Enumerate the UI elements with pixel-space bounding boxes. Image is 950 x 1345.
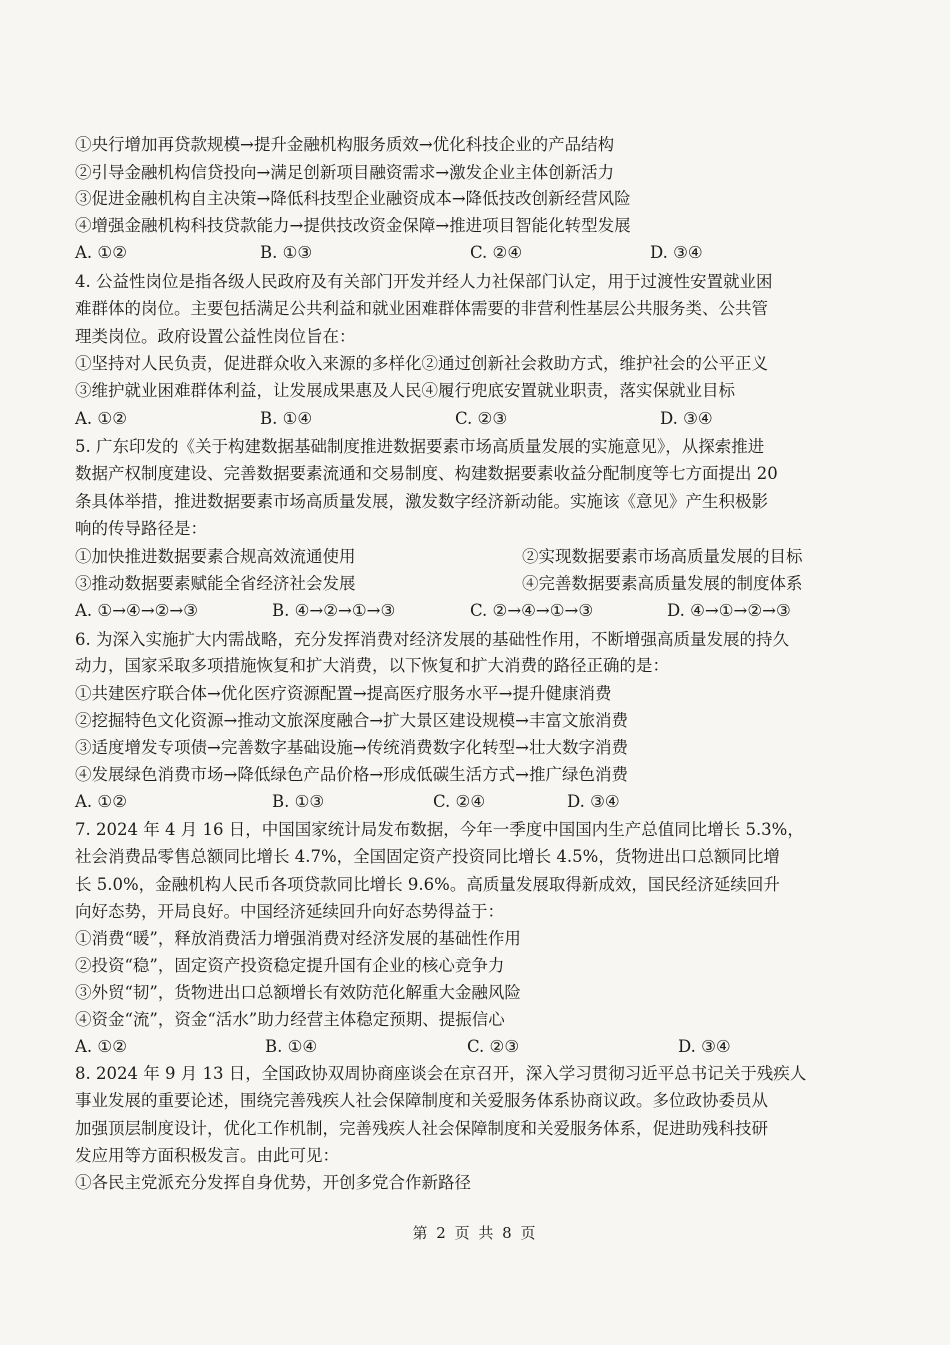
- q5-item-2: ②实现数据要素市场高质量发展的目标: [522, 547, 803, 566]
- q3-item-2: ②引导金融机构信贷投向→满足创新项目融资需求→激发企业主体创新活力: [75, 163, 615, 182]
- q8-stem-4: 发应用等方面积极发言。由此可见：: [75, 1146, 339, 1165]
- q4-stem-3: 理类岗位。政府设置公益性岗位旨在：: [75, 327, 356, 346]
- q4-item-1: ①坚持对人民负责，促进群众收入来源的多样化②通过创新社会救助方式，维护社会的公平正义: [75, 354, 768, 373]
- q5-item-3: ③推动数据要素赋能全省经济社会发展: [75, 574, 356, 593]
- q8-stem-1: 8. 2024 年 9 月 13 日，全国政协双周协商座谈会在京召开，深入学习贯彻习近平总书记关于残疾人: [75, 1064, 807, 1083]
- q4-stem-1: 4. 公益性岗位是指各级人民政府及有关部门开发并经人力社保部门认定，用于过渡性安置就业困: [75, 272, 773, 291]
- q3-item-4: ④增强金融机构科技贷款能力→提供技改资金保障→推进项目智能化转型发展: [75, 216, 631, 235]
- q5-stem-4: 响的传导路径是：: [75, 519, 207, 538]
- q5-item-1: ①加快推进数据要素合规高效流通使用: [75, 547, 356, 566]
- q4-option-a: A. ①②: [75, 409, 127, 428]
- q5-stem-2: 数据产权制度建设、完善数据要素流通和交易制度、构建数据要素收益分配制度等七方面提出 20: [75, 464, 778, 483]
- q6-option-d: D. ③④: [567, 792, 620, 811]
- q7-item-3: ③外贸“韧”，货物进出口总额增长有效防范化解重大金融风险: [75, 983, 521, 1002]
- page-footer: 第 2 页 共 8 页: [412, 1224, 538, 1242]
- q5-option-b: B. ④→②→①→③: [272, 601, 396, 620]
- q7-stem-2: 社会消费品零售总额同比增长 4.7%，全国固定资产投资同比增长 4.5%，货物进出口总额同比增: [75, 847, 780, 866]
- q4-option-d: D. ③④: [660, 409, 713, 428]
- q3-option-a: A. ①②: [75, 243, 127, 262]
- q4-stem-2: 难群体的岗位。主要包括满足公共利益和就业困难群体需要的非营利性基层公共服务类、公共管: [75, 299, 768, 318]
- q6-option-c: C. ②④: [433, 792, 486, 811]
- q4-option-b: B. ①④: [260, 409, 313, 428]
- q8-stem-3: 加强顶层制度设计，优化工作机制，完善残疾人社会保障制度和关爱服务体系，促进助残科技研: [75, 1119, 768, 1138]
- q5-option-d: D. ④→①→②→③: [667, 601, 791, 620]
- q7-option-d: D. ③④: [678, 1037, 731, 1056]
- q8-stem-2: 事业发展的重要论述，围绕完善残疾人社会保障制度和关爱服务体系协商议政。多位政协委员从: [75, 1091, 768, 1110]
- q6-item-1: ①共建医疗联合体→优化医疗资源配置→提高医疗服务水平→提升健康消费: [75, 684, 612, 703]
- q7-item-1: ①消费“暖”，释放消费活力增强消费对经济发展的基础性作用: [75, 929, 521, 948]
- q3-option-b: B. ①③: [260, 243, 313, 262]
- q6-stem-2: 动力，国家采取多项措施恢复和扩大消费，以下恢复和扩大消费的路径正确的是：: [75, 656, 669, 675]
- q6-item-3: ③适度增发专项债→完善数字基础设施→传统消费数字化转型→壮大数字消费: [75, 738, 628, 757]
- q7-stem-3: 长 5.0%，金融机构人民币各项贷款同比增长 9.6%。高质量发展取得新成效，国民经济延续回升: [75, 875, 780, 894]
- q3-item-3: ③促进金融机构自主决策→降低科技型企业融资成本→降低技改创新经营风险: [75, 189, 631, 208]
- q6-stem-1: 6. 为深入实施扩大内需战略，充分发挥消费对经济发展的基础性作用，不断增强高质量发展的持久: [75, 630, 789, 649]
- q7-option-a: A. ①②: [75, 1037, 127, 1056]
- q5-stem-3: 条具体举措，推进数据要素市场高质量发展，激发数字经济新动能。实施该《意见》产生积极影: [75, 492, 768, 511]
- q6-item-4: ④发展绿色消费市场→降低绿色产品价格→形成低碳生活方式→推广绿色消费: [75, 765, 628, 784]
- q5-option-c: C. ②→④→①→③: [470, 601, 594, 620]
- q7-stem-4: 向好态势，开局良好。中国经济延续回升向好态势得益于：: [75, 902, 504, 921]
- q3-item-1: ①央行增加再贷款规模→提升金融机构服务质效→优化科技企业的产品结构: [75, 135, 615, 154]
- q7-item-4: ④资金“流”，资金“活水”助力经营主体稳定预期、提振信心: [75, 1010, 505, 1029]
- q6-option-a: A. ①②: [75, 792, 127, 811]
- q3-option-c: C. ②④: [470, 243, 523, 262]
- q6-option-b: B. ①③: [272, 792, 325, 811]
- q7-stem-1: 7. 2024 年 4 月 16 日，中国国家统计局发布数据，今年一季度中国国内生产总值同比增长 5.3%，: [75, 820, 804, 839]
- q5-item-4: ④完善数据要素高质量发展的制度体系: [522, 574, 803, 593]
- q7-option-c: C. ②③: [467, 1037, 520, 1056]
- q5-stem-1: 5. 广东印发的《关于构建数据基础制度推进数据要素市场高质量发展的实施意见》，从探索推进: [75, 437, 765, 456]
- q6-item-2: ②挖掘特色文化资源→推动文旅深度融合→扩大景区建设规模→丰富文旅消费: [75, 711, 628, 730]
- q3-option-d: D. ③④: [650, 243, 703, 262]
- q7-option-b: B. ①④: [265, 1037, 318, 1056]
- q8-item-1: ①各民主党派充分发挥自身优势，开创多党合作新路径: [75, 1173, 471, 1192]
- q7-item-2: ②投资“稳”，固定资产投资稳定提升国有企业的核心竞争力: [75, 956, 505, 975]
- q5-option-a: A. ①→④→②→③: [75, 601, 199, 620]
- q4-option-c: C. ②③: [455, 409, 508, 428]
- q4-item-2: ③维护就业困难群体利益，让发展成果惠及人民④履行兜底安置就业职责，落实保就业目标: [75, 381, 735, 400]
